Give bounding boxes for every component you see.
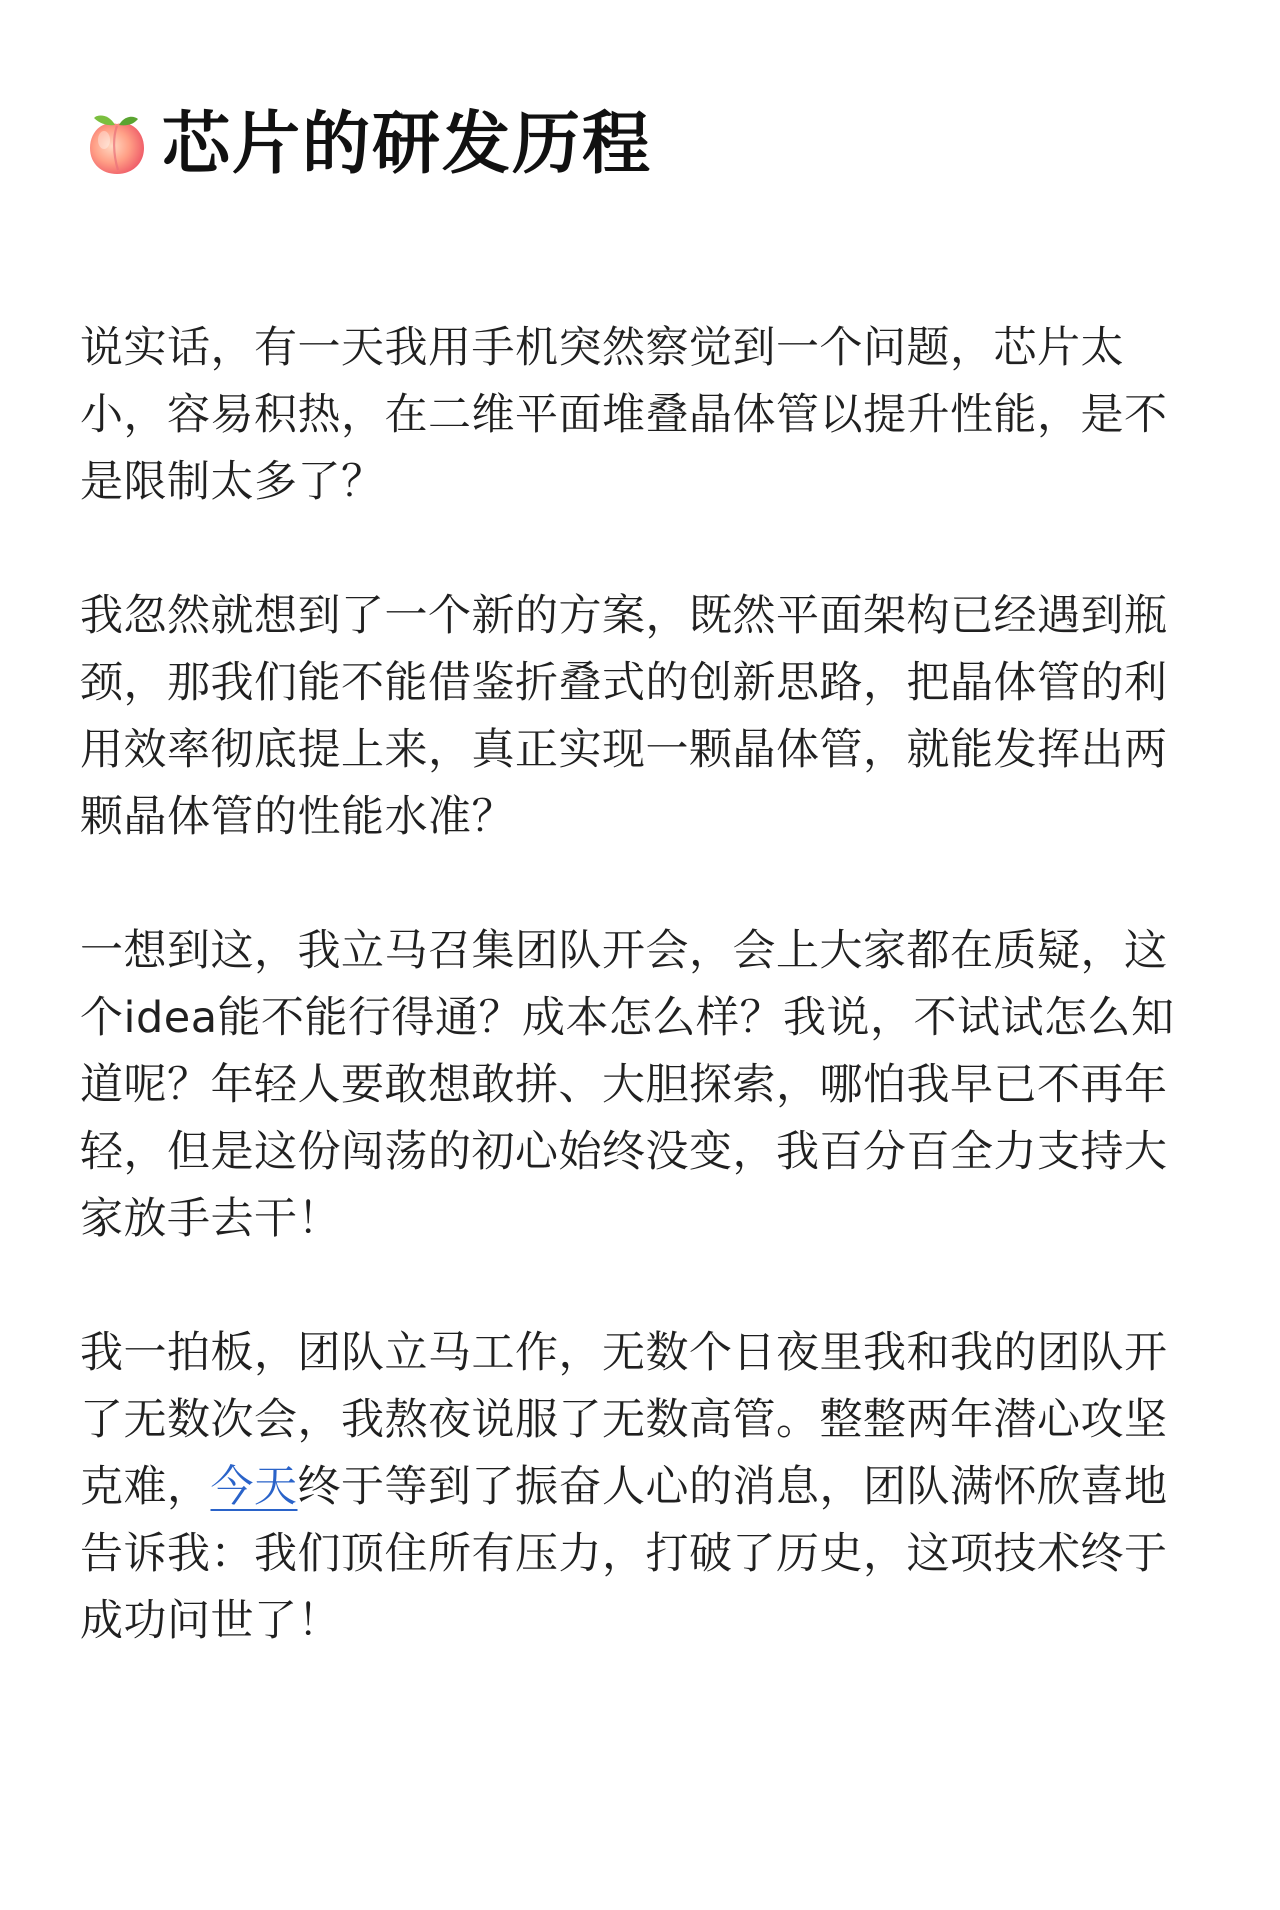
article-body: [80, 315, 1200, 1722]
peach-icon: [82, 110, 152, 180]
paragraph-4-text-after: 终于等到了振奋人心的消息，团队满怀欣喜地告诉我：我们顶住所有压力，打破了历史，这项技术终于成功问世了！: [80, 1462, 1168, 1646]
paragraph-4-text-before: 我一拍板，团队立马工作，无数个日夜里我和我的团队开了无数次会，我熬夜说服了无数高管。整整两年潜心攻坚克难，: [80, 1328, 1168, 1512]
paragraph-1: 说实话，有一天我用手机突然察觉到一个问题，芯片太小，容易积热，在二维平面堆叠晶体管以提升性能，是不是限制太多了？: [80, 323, 1168, 507]
paragraph-3: 一想到这，我立马召集团队开会，会上大家都在质疑，这个idea能不能行得通？成本怎么样？我说，不试试怎么知道呢？年轻人要敢想敢拼、大胆探索，哪怕我早已不再年轻，但是这份闯荡的初心始终没变，我百分百全力支持大家放手去干！: [80, 926, 1175, 1244]
paragraph-4: [80, 1320, 1200, 1655]
paragraph-2: 我忽然就想到了一个新的方案，既然平面架构已经遇到瓶颈，那我们能不能借鉴折叠式的创新思路，把晶体管的利用效率彻底提上来，真正实现一颗晶体管，就能发挥出两颗晶体管的性能水准？: [80, 591, 1168, 842]
page-title: 芯片的研发历程: [162, 105, 653, 184]
title-row: [82, 100, 652, 190]
today-link[interactable]: 今天: [210, 1462, 298, 1512]
